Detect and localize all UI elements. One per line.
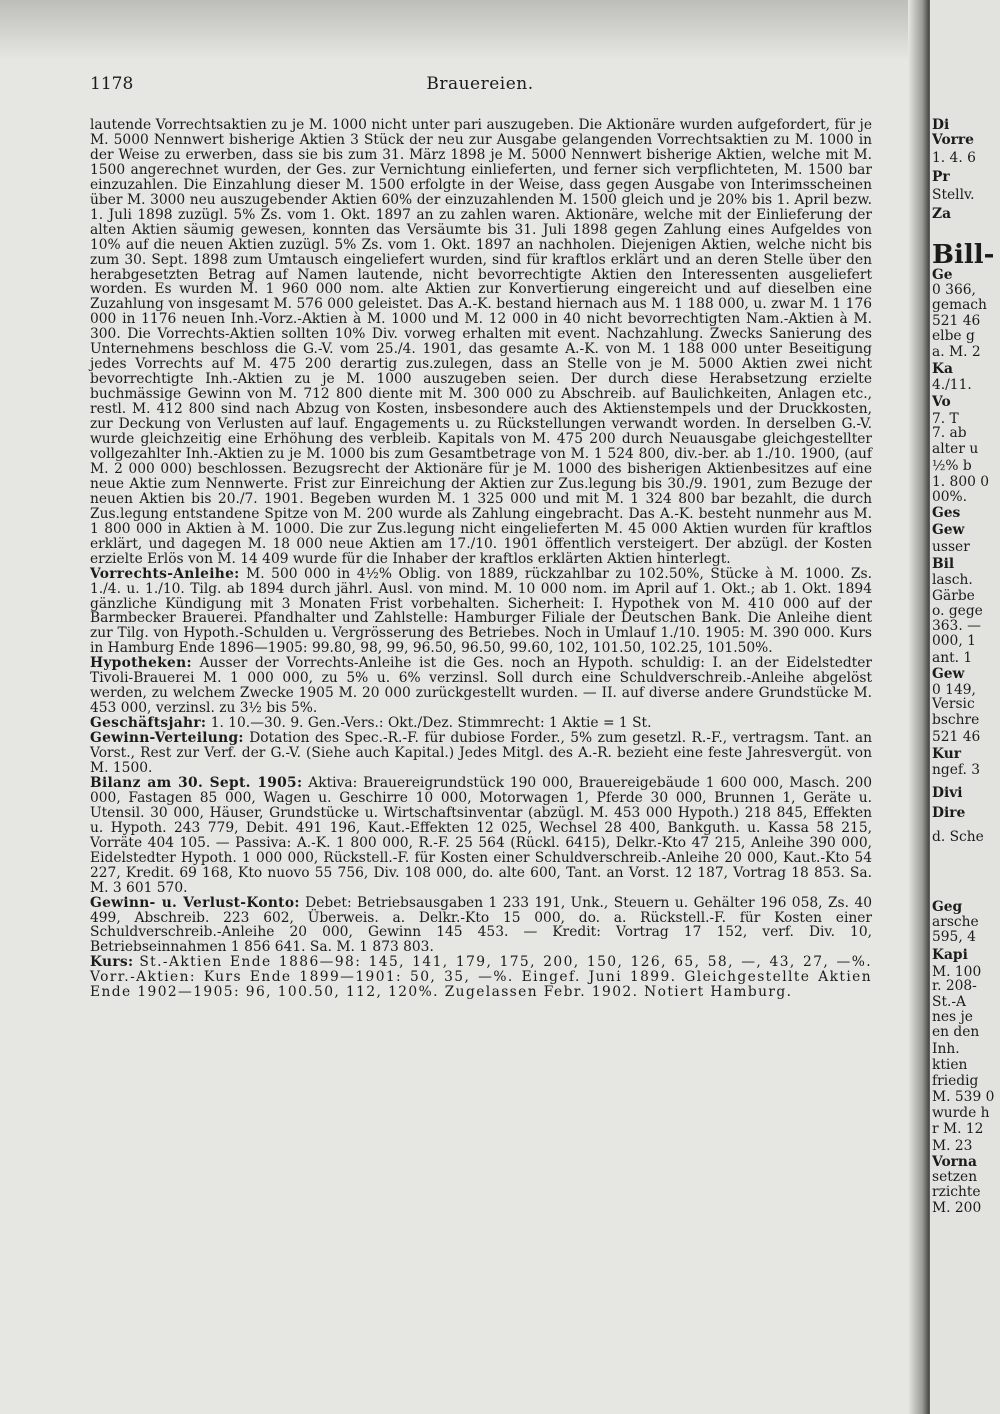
next-page-fragment: bschre: [932, 712, 980, 728]
next-page-fragment: 1. 4. 6: [932, 150, 976, 166]
next-page-fragment: friedig: [932, 1073, 979, 1089]
scan-shadow: [0, 0, 928, 60]
paragraph-label: Kurs:: [90, 954, 134, 971]
next-page-fragment: nes je: [932, 1009, 973, 1025]
paragraph-text: Aktiva: Brauereigrundstück 190 000, Brauereigebäude 1 600 000, Masch. 200 000, Fastagen 85 000, Wagen u. Geschirre 10 000, Motorwagen 1, Pferde 30 000, Brunnen 1, Geräte u. Utensil. 30 000, Häuser, Grundstücke u. Wirtschaftsinventar (abzügl. M. 453 000 Hypoth.) 218 845, Effekten u. Hypoth. 243 779, Debit. 491 196, Kaut.-Effekten 12 025, Wechsel 28 400, Bankguth. u. Kassa 58 215, Vorräte 404 105. — Passiva: A.-K. 1 800 000, R.-F. 25 564 (Rückl. 6415), Delkr.-Kto 47 215, Anleihe 390 000, Eidelstedter Hypoth. 1 000 000, Rückstell.-F. für Kosten einer Schuldverschreib.-Anleihe 20 000, Kaut.-Kto 54 227, Kredit. 69 168, Kto nuovo 55 756, Div. 108 000, do. alte 600, Tant. an Vorst. 12 187, Vortrag 18 853. Sa. M. 3 601 570.: [90, 774, 872, 896]
next-page-fragment: 000, 1: [932, 633, 976, 649]
next-page-fragment: r M. 12: [932, 1121, 984, 1137]
next-page-fragment: gemach: [932, 297, 987, 313]
next-page-fragment: elbe g: [932, 328, 975, 344]
next-page-fragment: Bil: [932, 556, 955, 572]
running-title: Brauereien.: [426, 74, 534, 94]
next-page-fragment: Bill-: [932, 240, 995, 270]
next-page-fragment: usser: [932, 539, 970, 555]
vorrechts-anleihe-paragraph: [90, 567, 872, 657]
next-page-fragment: a. M. 2: [932, 344, 981, 360]
next-page-fragment: 363. —: [932, 618, 981, 634]
next-page-fragment: Geg: [932, 899, 963, 915]
paragraph-label: Gewinn-Verteilung:: [90, 730, 244, 747]
next-page-fragment: 7. ab: [932, 425, 967, 441]
bilanz-paragraph: [90, 776, 872, 896]
next-page-fragment: St.-A: [932, 994, 967, 1010]
next-page-fragment: 00%.: [932, 489, 968, 505]
geschaeftsjahr-paragraph: [90, 716, 872, 731]
next-page-fragment: Kapi: [932, 947, 968, 963]
page-header: [90, 74, 870, 98]
next-page-fragment: 595, 4: [932, 929, 976, 945]
paragraph-label: Bilanz am 30. Sept. 1905:: [90, 774, 303, 791]
next-page-fragment: alter u: [932, 441, 979, 457]
next-page-fragment: Kur: [932, 746, 961, 762]
next-page-fragment: o. gege: [932, 603, 983, 619]
next-page-fragment: Vo: [932, 394, 951, 410]
paragraph-text: Debet: Betriebsausgaben 1 233 191, Unk., Steuern u. Gehälter 196 058, Zs. 40 499, Abschreib. 223 602, Überweis. a. Delkr.-Kto 15 000, do. a. Rückstell.-F. für Kosten einer Schuldverschreib.-Anleihe 20 000, Gewinn 145 453. — Kredit: Vortrag 17 152, verf. Div. 10, Betriebseinnahmen 1 856 641. Sa. M. 1 873 803.: [90, 894, 872, 956]
next-page-fragment: Vorre: [932, 132, 974, 148]
next-page-fragment: Ge: [932, 267, 953, 283]
next-page-fragment: M. 23: [932, 1138, 973, 1154]
next-page-fragment: arsche: [932, 914, 979, 930]
next-page-fragment: Ges: [932, 505, 961, 521]
next-page-fragment: Stellv.: [932, 187, 975, 203]
paragraph-label: Gewinn- u. Verlust-Konto:: [90, 894, 300, 911]
paragraph-text: lautende Vorrechtsaktien zu je M. 1000 nicht unter pari auszugeben. Die Aktionäre wurden aufgefordert, für je M. 5000 Nennwert bisherige Aktien 3 Stück der neu zur Ausgabe gelangenden Vorrechtsaktien zu M. 1000 in der Weise zu erwerben, dass sie bis zum 31. März 1898 je M. 5000 Nennwert bisherige Aktien, welche mit M. 1500 angerechnet wurden, der Ges. zur Vernichtung einlieferten, und ferner sich verpflichteten, M. 1500 bar einzuzahlen. Die Einzahlung dieser M. 1500 erfolgte in der Weise, dass gegen Ausgabe von Interimsscheinen über M. 3000 neu auszugebender Aktien 60% der einzuzahlenden M. 1500 gleich und je 20% bis 1. April bezw. 1. Juli 1898 zuzügl. 5% Zs. vom 1. Okt. 1897 an zu zahlen waren. Aktionäre, welche mit der Einlieferung der alten Aktien säumig gewesen, konnten das Versäumte bis 31. Juli 1898 gegen Zahlung eines Aufgeldes von 10% auf die neuen Aktien zuzügl. 5% Zs. vom 1. Okt. 1897 an nachholen. Diejenigen Aktien, welche nicht bis zum 30. Sept. 1898 zum Umtausch eingeliefert wurden, sind für kraftlos erklärt und an deren Stelle über den herabgesetzten Betrag auf Namen lautende, nicht bevorrechtigte Aktien den Interessenten ausgeliefert worden. Es wurden M. 1 960 000 nom. alte Aktien zur Konvertierung eingereicht und auf dieselben eine Zuzahlung von insgesamt M. 576 000 geleistet. Das A.-K. bestand hiernach aus M. 1 188 000, u. zwar M. 1 176 000 in 1176 neuen Inh.-Vorz.-Aktien à M. 1000 und M. 12 000 in 40 nicht bevorrechtigten Nam.-Aktien à M. 300. Die Vorrechts-Aktien sollten 10% Div. vorweg erhalten mit event. Nachzahlung. Zwecks Sanierung des Unternehmens beschloss die G.-V. vom 25./4. 1901, das gesamte A.-K. von M. 1 188 000 unter Beseitigung jedes Vorrechts auf M. 475 200 derartig zus.zulegen, dass an Stelle von je M. 5000 Aktien zwei nicht bevorrechtigte Inh.-Aktien zu je M. 1000 auszugeben seien. Der durch diese Herabsetzung erzielte buchmässige Gewinn von M. 712 800 diente mit M. 300 000 zu Abschreib. auf Baulichkeiten, Anlagen etc., restl. M. 412 800 sind nach Abzug von Kosten, insbesondere auch des Aktienstempels und der Druckkosten, zur Deckung von Verlusten auf lauf. Engagements u. zu Rückstellungen verwandt worden. In derselben G.-V. wurde gleichzeitig eine Erhöhung des verbleib. Kapitals von M. 475 200 durch Neuausgabe gleichgestellter vollgezahlter Inh.-Aktien zu je M. 1000 bis zum Gesamtbetrage von M. 1 524 800, div.-ber. ab 1./10. 1900, (auf M. 2 000 000) beschlossen. Bezugsrecht der Aktionäre für je M. 1000 des bisherigen Aktienbesitzes auf eine neue Aktie zum Nennwerte. Frist zur Einreichung der Aktien zur Zus.legung bis 30./9. 1901, zum Bezuge der neuen Aktien bis 20./7. 1901. Begeben wurden M. 1 325 000 und mit M. 1 324 800 bar bezahlt, die durch Zus.legung entstandene Spitze von M. 200 wurde als Zahlung eingebracht. Das A.-K. besteht nunmehr aus M. 1 800 000 in Aktien à M. 1000. Die zur Zus.legung nicht eingelieferten M. 45 000 Aktien wurden für kraftlos erklärt, und dagegen M. 18 000 neue Aktien am 17./10. 1901 öffentlich versteigert. Der abzügl. der Kosten erzielte Erlös von M. 14 409 wurde für die Inhaber der kraftlos erklärten Aktien hinterlegt.: [90, 117, 872, 567]
next-page-fragment: 4./11.: [932, 377, 972, 393]
page-number: 1178: [90, 74, 134, 94]
next-page-fragment: M. 539 0: [932, 1089, 995, 1105]
paragraph-label: Geschäftsjahr:: [90, 715, 207, 732]
next-page-fragment: Vorna: [932, 1154, 977, 1170]
next-page-fragment: ngef. 3: [932, 762, 981, 778]
paragraph-text: 1. 10.—30. 9. Gen.-Vers.: Okt./Dez. Stimmrecht: 1 Aktie = 1 St.: [210, 715, 652, 732]
gewinn-verlust-paragraph: [90, 896, 872, 956]
next-page-fragment: 0 149,: [932, 682, 976, 698]
next-page-fragment: Divi: [932, 785, 963, 801]
next-page-fragment: Inh.: [932, 1041, 960, 1057]
paragraph-text: St.-Aktien Ende 1886—98: 145, 141, 179, 175, 200, 150, 126, 65, 58, —, 43, 27, —%. Vorr.-Aktien: Kurs Ende 1899—1901: 50, 35, —%. Eingef. Juni 1899. Gleichgestellte Aktien Ende 1902—1905: 96, 100.50, 112, 120%. Zugelassen Febr. 1902. Notiert Hamburg.: [90, 954, 872, 1001]
next-page-fragment: Pr: [932, 169, 950, 185]
hypotheken-paragraph: [90, 656, 872, 716]
next-page-fragment: rzichte: [932, 1184, 981, 1200]
next-page-fragment: Ka: [932, 361, 953, 377]
next-page-fragment: Gärbe: [932, 588, 975, 604]
next-page-fragment: Gew: [932, 666, 965, 682]
next-page-fragment: lasch.: [932, 572, 973, 588]
paragraph-text: Dotation des Spec.-R.-F. für dubiose Forder., 5% zum gesetzl. R.-F., vertragsm. Tant. an Vorst., Rest zur Verf. der G.-V. (Siehe auch Kapital.) Jedes Mitgl. des A.-R. bezieht eine feste Jahresvergüt. von M. 1500.: [90, 730, 873, 776]
paragraph-label: Hypotheken:: [90, 655, 192, 672]
next-page-fragment: 0 366,: [932, 282, 976, 298]
next-page-fragment: Versic: [932, 696, 975, 712]
next-page-fragment: Dire: [932, 805, 966, 821]
next-page-fragment: M. 100: [932, 964, 982, 980]
next-page-fragment: en den: [932, 1024, 980, 1040]
kurs-paragraph: [90, 955, 872, 1000]
paragraph-text: M. 500 000 in 4½% Oblig. von 1889, rückzahlbar zu 102.50%, Stücke à M. 1000. Zs. 1./4. u. 1./10. Tilg. ab 1894 durch jährl. Ausl. von mind. M. 10 000 nom. im April auf 1. Okt.; ab 1. Okt. 1894 gänzliche Kündigung mit 3 Monaten Frist vorbehalten. Sicherheit: I. Hypothek von M. 410 000 auf der Barmbecker Brauerei. Pfandhalter und Zahlstelle: Hamburger Filiale der Deutschen Bank. Die Anleihe dient zur Tilg. von Hypoth.-Schulden u. Vergrösserung des Betriebes. Noch in Umlauf 1./10. 1905: M. 390 000. Kurs in Hamburg Ende 1896—1905: 99.80, 98, 99, 96.50, 96.50, 99.60, 102, 101.50, 102.25, 101.50%.: [90, 565, 872, 657]
main-text-column: [90, 118, 872, 1000]
next-page-fragment: Di: [932, 117, 950, 133]
next-page-fragment: Gew: [932, 522, 965, 538]
next-page-fragment: ant. 1: [932, 650, 973, 666]
next-page-fragment: setzen: [932, 1169, 978, 1185]
next-page-fragment: d. Sche: [932, 829, 984, 845]
next-page-fragment: 1. 800 0: [932, 474, 990, 490]
next-page-fragment: 521 46: [932, 729, 981, 745]
next-page-fragment: ktien: [932, 1057, 968, 1073]
paragraph-label: Vorrechts-Anleihe:: [90, 565, 240, 582]
paragraph-text: Ausser der Vorrechts-Anleihe ist die Ges. noch an Hypoth. schuldig: I. an der Eidelstedter Tivoli-Brauerei M. 1 000 000, zu 5% u. 6% verzinsl. Soll durch eine Schuldverschreib.-Anleihe abgelöst werden, zu welchem Zwecke 1905 M. 20 000 zurückgestellt wurden. — II. auf diverse andere Grundstücke M. 453 000, verzinsl. zu 3½ bis 5%.: [90, 655, 872, 717]
next-page-fragment: Za: [932, 206, 952, 222]
capital-paragraph: [90, 118, 872, 567]
next-page-fragment: M. 200: [932, 1200, 982, 1216]
next-page-fragment: 521 46: [932, 313, 981, 329]
next-page-fragment: wurde h: [932, 1105, 990, 1121]
next-page-fragment: r. 208-: [932, 978, 977, 994]
next-page-fragment: 7. T: [932, 411, 959, 427]
next-page-fragment: ½% b: [932, 458, 972, 474]
gewinn-verteilung-paragraph: [90, 731, 872, 776]
next-page-edge: [930, 0, 1000, 1414]
